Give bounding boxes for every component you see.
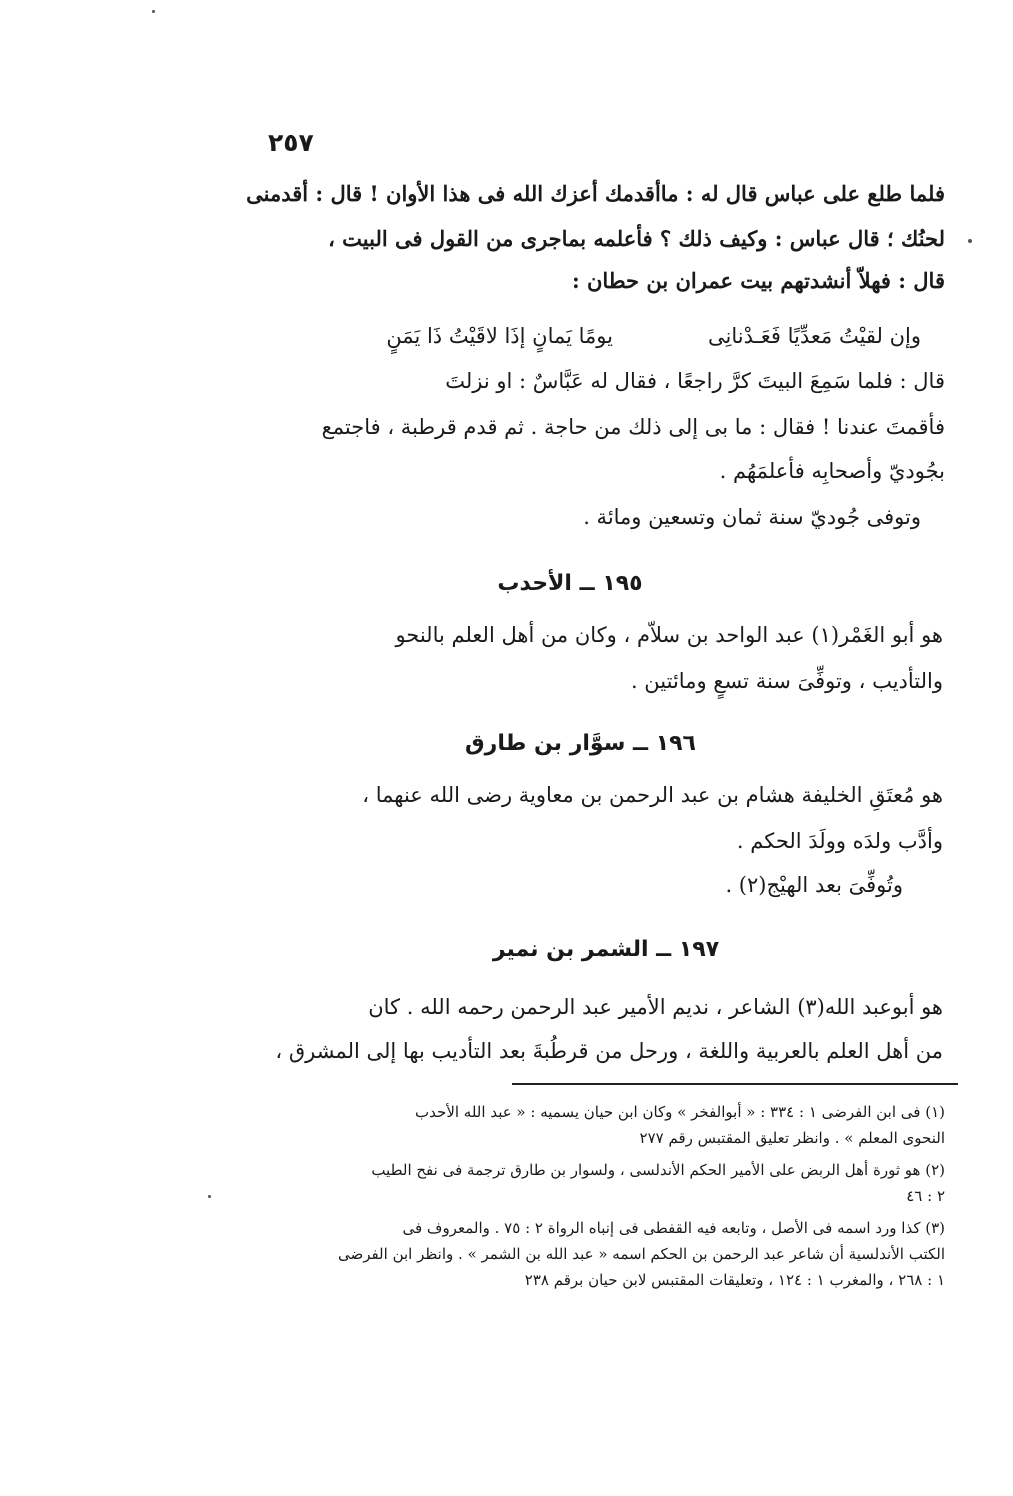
entry-heading: ١٩٦ ــ سوَّار بن طارق — [465, 731, 696, 756]
text-line: قال : فلما سَمِعَ البيتَ كرَّ راجعًا ، فقال له عَبَّاسٌ : او نزلتَ — [445, 369, 945, 393]
footnote-line: النحوى المعلم » . وانظر تعليق المقتبس رقم ٢٧٧ — [639, 1129, 945, 1147]
text-line: من أهل العلم بالعربية واللغة ، ورحل من قرطُبةَ بعد التأديب بها إلى المشرق ، — [275, 1039, 943, 1063]
footnote-line: (٢) هو ثورة أهل الربض على الأمير الحكم الأندلسى ، ولسوار بن طارق ترجمة فى نفح الطيب — [371, 1161, 945, 1179]
text-line: بجُوديّ وأصحابِه فأعلمَهُم . — [719, 459, 945, 483]
text-line: لحنُك ؛ قال عباس : وكيف ذلك ؟ فأعلمه بماجرى من القول فى البيت ، — [328, 226, 945, 251]
footnote-line: (١) فى ابن الفرضى ١ : ٣٣٤ : « أبوالفخر » وكان ابن حيان يسميه : « عبد الله الأحدب — [415, 1103, 945, 1121]
entry-heading: ١٩٧ ــ الشمر بن نمير — [492, 937, 720, 962]
page-number: ٢٥٧ — [268, 128, 314, 157]
text-line: قال : فهلاّ أنشدتهم بيت عمران بن حطان : — [571, 268, 945, 293]
text-line: وتُوفِّىَ بعد الهيْج(٢) . — [725, 873, 903, 897]
footnote-line: الكتب الأندلسية أن شاعر عبد الرحمن بن الحكم اسمه « عبد الله بن الشمر » . وانظر ابن الفرضى — [337, 1245, 945, 1263]
text-line: هو مُعتَقِ الخليفة هشام بن عبد الرحمن بن معاوية رضى الله عنهما ، — [362, 783, 943, 807]
text-line: هو أبوعبد الله(٣) الشاعر ، نديم الأمير عبد الرحمن رحمه الله . كان — [368, 995, 943, 1019]
page-speck — [208, 1195, 211, 1198]
text-line: فأقمتَ عندنا ! فقال : ما بى إلى ذلك من حاجة . ثم قدم قرطبة ، فاجتمع — [321, 415, 945, 439]
text-line: وأدَّب ولدَه وولَدَ الحكم . — [736, 829, 943, 853]
page-speck — [152, 10, 155, 13]
footnote-divider — [512, 1083, 958, 1085]
footnote-line: (٣) كذا ورد اسمه فى الأصل ، وتابعه فيه القفطى فى إنباه الرواة ٢ : ٧٥ . والمعروف فى — [402, 1219, 945, 1237]
text-line: والتأديب ، وتوفِّىَ سنة تسعٍ ومائتين . — [630, 669, 943, 693]
footnote-line: ٢ : ٤٦ — [906, 1187, 945, 1205]
verse-hemistich-left: وإن لقيْتُ مَعدِّيًا فَعَـدْنانِى — [708, 324, 921, 348]
page-speck — [968, 239, 972, 243]
verse-hemistich-right: يومًا يَمانٍ إذَا لاقَيْتُ ذَا يَمَنٍ — [386, 324, 613, 348]
text-line: فلما طلع على عباس قال له : ماأقدمك أعزك الله فى هذا الأوان ! قال : أقدمنى — [246, 181, 945, 206]
footnote-line: ١ : ٢٦٨ ، والمغرب ١ : ١٢٤ ، وتعليقات المقتبس لابن حيان برقم ٢٣٨ — [524, 1271, 945, 1289]
entry-heading: ١٩٥ ــ الأحدب — [497, 571, 643, 596]
text-line: وتوفى جُوديّ سنة ثمان وتسعين ومائة . — [583, 505, 921, 529]
text-line: هو أبو الغَمْر(١) عبد الواحد بن سلاّم ، وكان من أهل العلم بالنحو — [395, 623, 943, 647]
